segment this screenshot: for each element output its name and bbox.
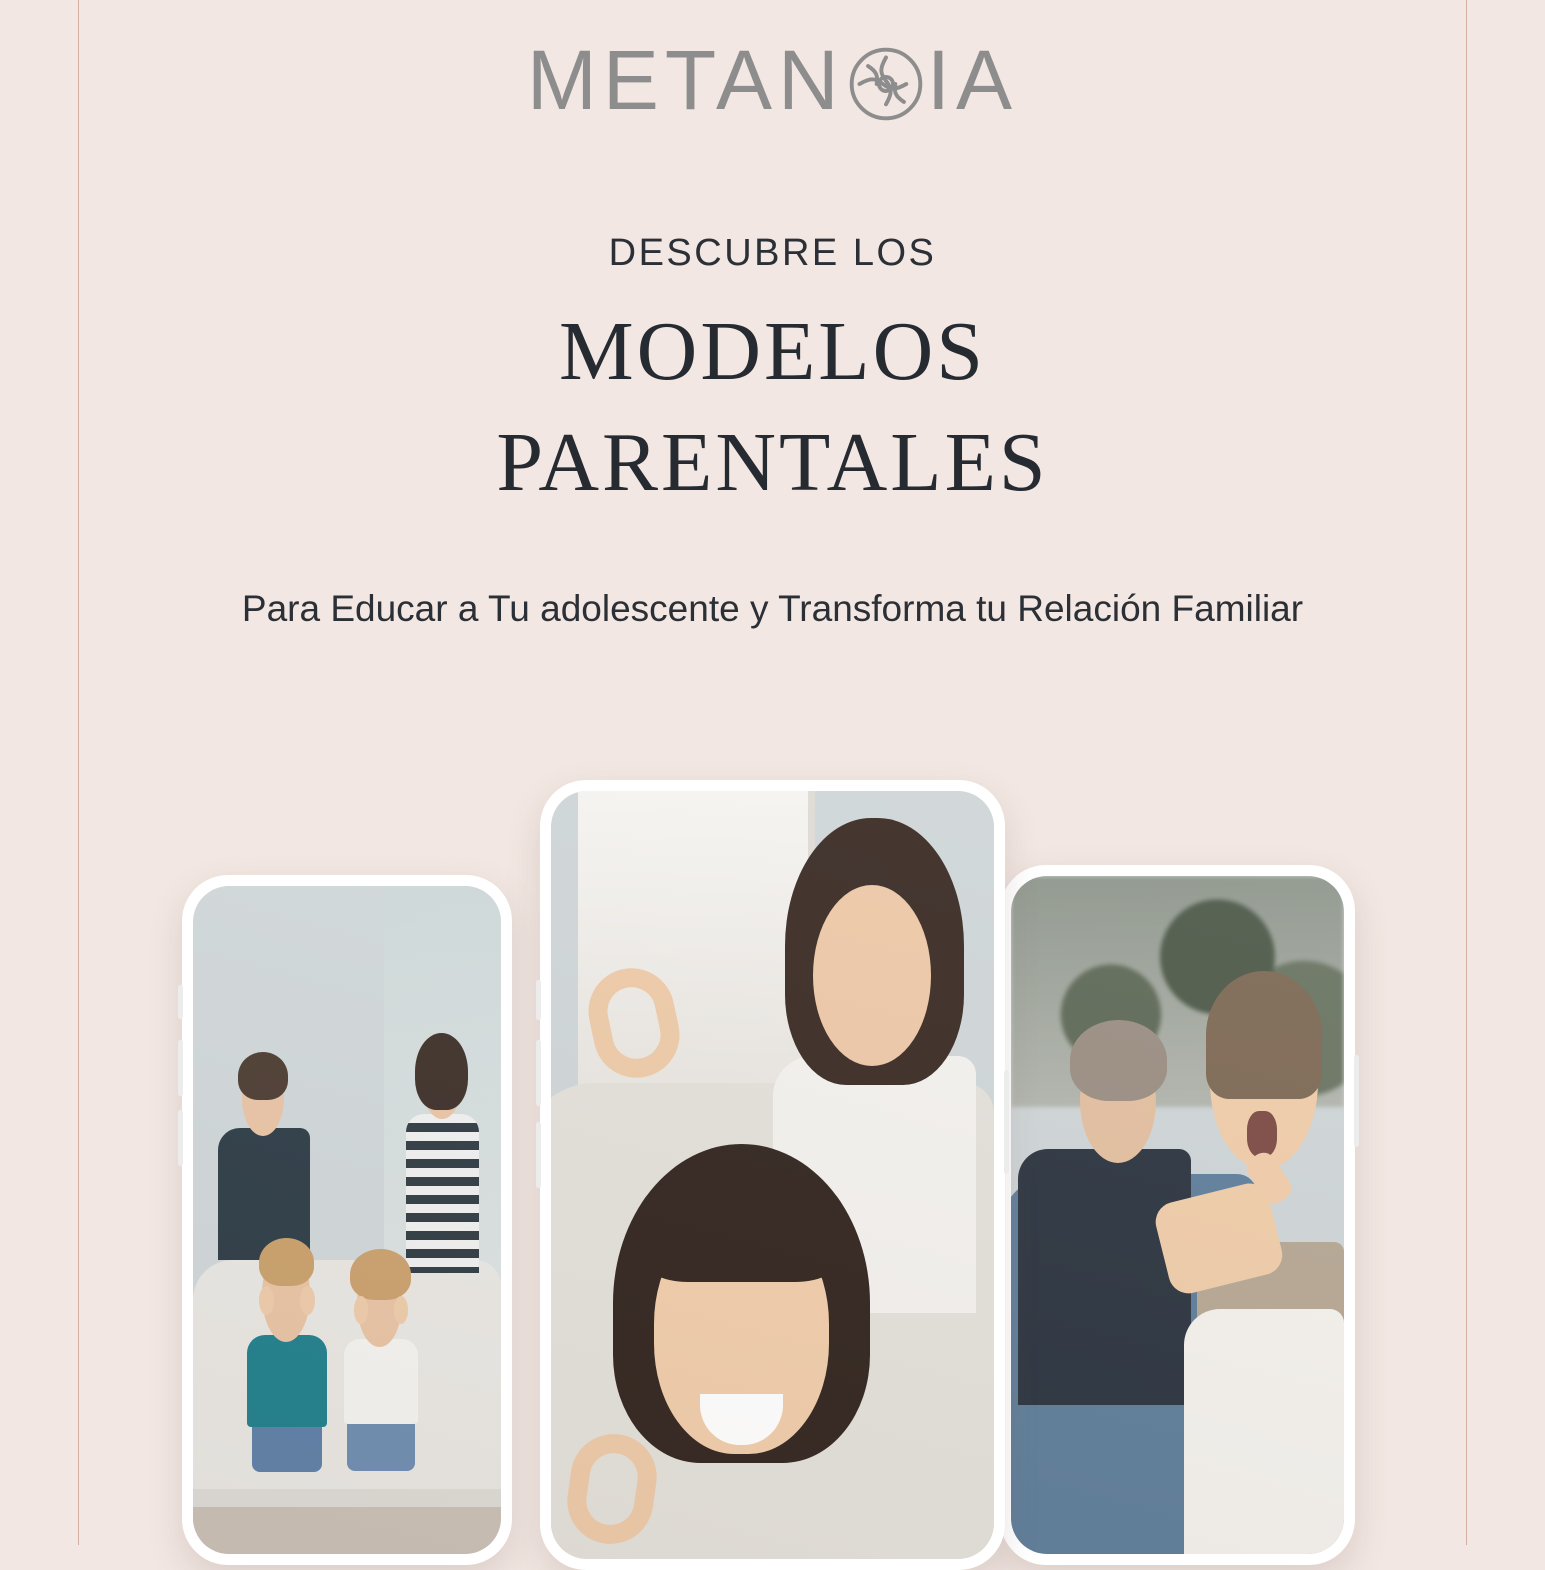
girl-hand-right bbox=[394, 1296, 408, 1324]
boy-hand-left bbox=[259, 1286, 274, 1315]
hero-subtitle: Para Educar a Tu adolescente y Transforma tu Relación Familiar bbox=[241, 587, 1304, 629]
phone-right-screen-image bbox=[1011, 876, 1344, 1554]
metanoia-knot-mark-icon bbox=[847, 45, 925, 123]
phone-center-mute-button bbox=[536, 980, 541, 1020]
phone-mockup-center bbox=[540, 780, 1005, 1570]
phone-left-volume-up-button bbox=[178, 1040, 183, 1096]
phone-center-power-button bbox=[1004, 1070, 1009, 1174]
brand-name-left: METAN bbox=[526, 33, 845, 127]
phone-left-volume-down-button bbox=[178, 1110, 183, 1166]
phone-left-screen-image bbox=[193, 886, 501, 1554]
phone-right-power-button bbox=[1354, 1055, 1359, 1147]
girl-hair bbox=[350, 1249, 411, 1300]
teen-shirt bbox=[1184, 1309, 1344, 1554]
adult-hair bbox=[1070, 1020, 1167, 1101]
father-hair bbox=[238, 1052, 288, 1100]
mother-torso bbox=[406, 1114, 480, 1273]
figure-mother bbox=[402, 1046, 482, 1273]
floor-shape bbox=[193, 1507, 501, 1554]
teen-mouth bbox=[1247, 1111, 1277, 1158]
brand-logo bbox=[0, 33, 1545, 127]
phone-center-screen-image bbox=[551, 791, 994, 1559]
figure-girl bbox=[341, 1253, 421, 1467]
figure-father bbox=[218, 1060, 310, 1260]
figure-teen bbox=[1158, 971, 1344, 1554]
mother-center-face bbox=[813, 885, 931, 1066]
girl-legs bbox=[347, 1416, 414, 1472]
teen-hair bbox=[1206, 971, 1322, 1099]
daughter-bangs bbox=[639, 1170, 845, 1282]
figure-boy bbox=[245, 1247, 328, 1467]
phone-mockup-left bbox=[182, 875, 512, 1565]
mother-hair bbox=[415, 1033, 468, 1110]
girl-shirt bbox=[344, 1339, 418, 1425]
hero-text-block bbox=[0, 232, 1545, 636]
hero-eyebrow: DESCUBRE LOS bbox=[608, 232, 937, 274]
boy-hand-right bbox=[300, 1286, 315, 1315]
boy-shirt bbox=[247, 1335, 327, 1428]
brand-name-right: IA bbox=[926, 33, 1019, 127]
phone-mockup-right bbox=[1000, 865, 1355, 1565]
boy-hair bbox=[259, 1238, 314, 1286]
hero-title-line-1: MODELOS bbox=[558, 305, 986, 398]
girl-hand-left bbox=[354, 1296, 368, 1324]
page-title bbox=[0, 297, 1545, 519]
phone-center-volume-down-button bbox=[536, 1122, 541, 1188]
phone-mockups-group bbox=[0, 770, 1545, 1550]
phone-center-volume-up-button bbox=[536, 1040, 541, 1106]
phone-left-mute-button bbox=[178, 985, 183, 1019]
hero-title-line-2: PARENTALES bbox=[496, 415, 1049, 509]
